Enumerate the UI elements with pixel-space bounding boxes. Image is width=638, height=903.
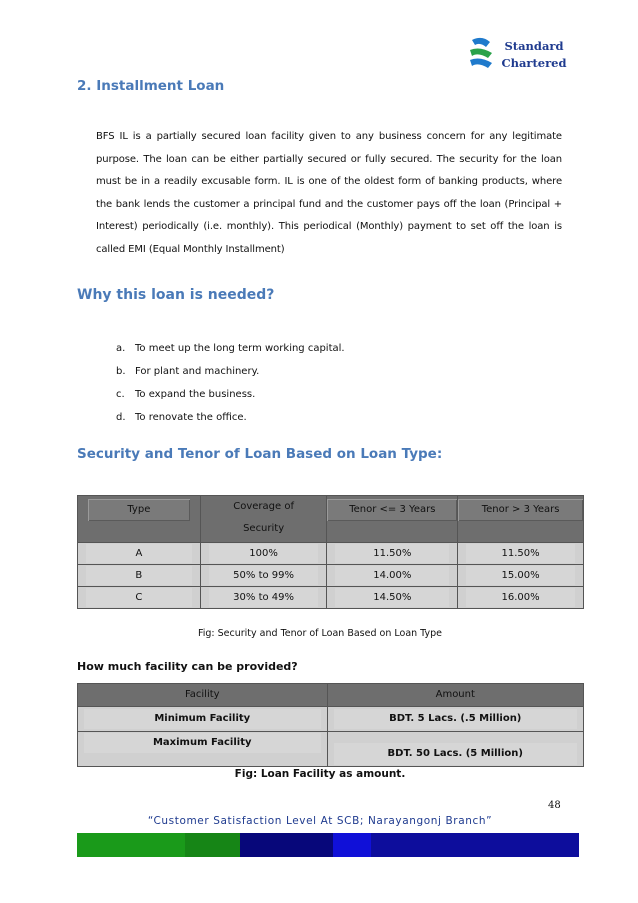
header-facility: Facility xyxy=(78,684,328,707)
list-item: a. To meet up the long term working capital. xyxy=(116,343,345,354)
header-type: Type xyxy=(88,499,190,521)
header-amount: Amount xyxy=(327,684,583,707)
header-tenor-long: Tenor > 3 Years xyxy=(458,499,583,521)
security-table-caption: Fig: Security and Tenor of Loan Based on Loan Type xyxy=(197,628,442,639)
bar-segment xyxy=(77,833,185,857)
table-header-row xyxy=(78,684,584,707)
header-coverage: Coverage of xyxy=(233,501,294,512)
table-header-row xyxy=(78,496,584,543)
logo-line1: Standard xyxy=(504,39,564,53)
security-tenor-table xyxy=(77,495,584,609)
list-item: d. To renovate the office. xyxy=(116,412,247,423)
table-row: Maximum Facility BDT. 50 Lacs. (5 Million) xyxy=(78,732,584,767)
header-security: Security xyxy=(243,523,285,534)
page-number: 48 xyxy=(548,800,561,811)
bar-segment xyxy=(240,833,333,857)
installment-loan-heading: 2. Installment Loan xyxy=(77,78,225,94)
reasons-list xyxy=(116,337,345,429)
table-row: A 100% 11.50% 11.50% xyxy=(78,543,584,565)
bar-segment xyxy=(371,833,579,857)
table-row: C 30% to 49% 14.50% 16.00% xyxy=(78,587,584,609)
standard-chartered-logo xyxy=(466,36,566,76)
sc-logo-icon xyxy=(466,36,496,74)
table-row: Minimum Facility BDT. 5 Lacs. (.5 Million) xyxy=(78,707,584,732)
bar-segment xyxy=(185,833,240,857)
footer-color-bar xyxy=(77,833,579,857)
header-tenor-short: Tenor <= 3 Years xyxy=(327,499,457,521)
installment-paragraph: BFS IL is a partially secured loan facility given to any business concern for any legitimate purpose. The loan can be either partially secured or fully secured. The security for the loan must be in a readily excusable form. IL is one of the oldest form of banking products, where the bank lends the customer a principal fund and the customer pays off the loan (Principal + Interest) periodically (i.e. monthly). This periodical (Monthly) payment to set off the loan is called EMI (Equal Monthly Installment) xyxy=(96,131,562,255)
logo-line2: Chartered xyxy=(501,56,567,70)
list-item: b. For plant and machinery. xyxy=(116,366,260,377)
table-row: B 50% to 99% 14.00% 15.00% xyxy=(78,565,584,587)
bar-segment xyxy=(333,833,371,857)
list-item: c. To expand the business. xyxy=(116,389,256,400)
facility-heading: How much facility can be provided? xyxy=(77,660,298,673)
why-needed-heading: Why this loan is needed? xyxy=(77,287,275,303)
facility-table-caption: Fig: Loan Facility as amount. xyxy=(234,768,406,780)
footer-quote: “Customer Satisfaction Level At SCB; Narayangonj Branch” xyxy=(147,815,493,827)
security-tenor-heading: Security and Tenor of Loan Based on Loan Type: xyxy=(77,446,443,462)
facility-table xyxy=(77,683,584,767)
